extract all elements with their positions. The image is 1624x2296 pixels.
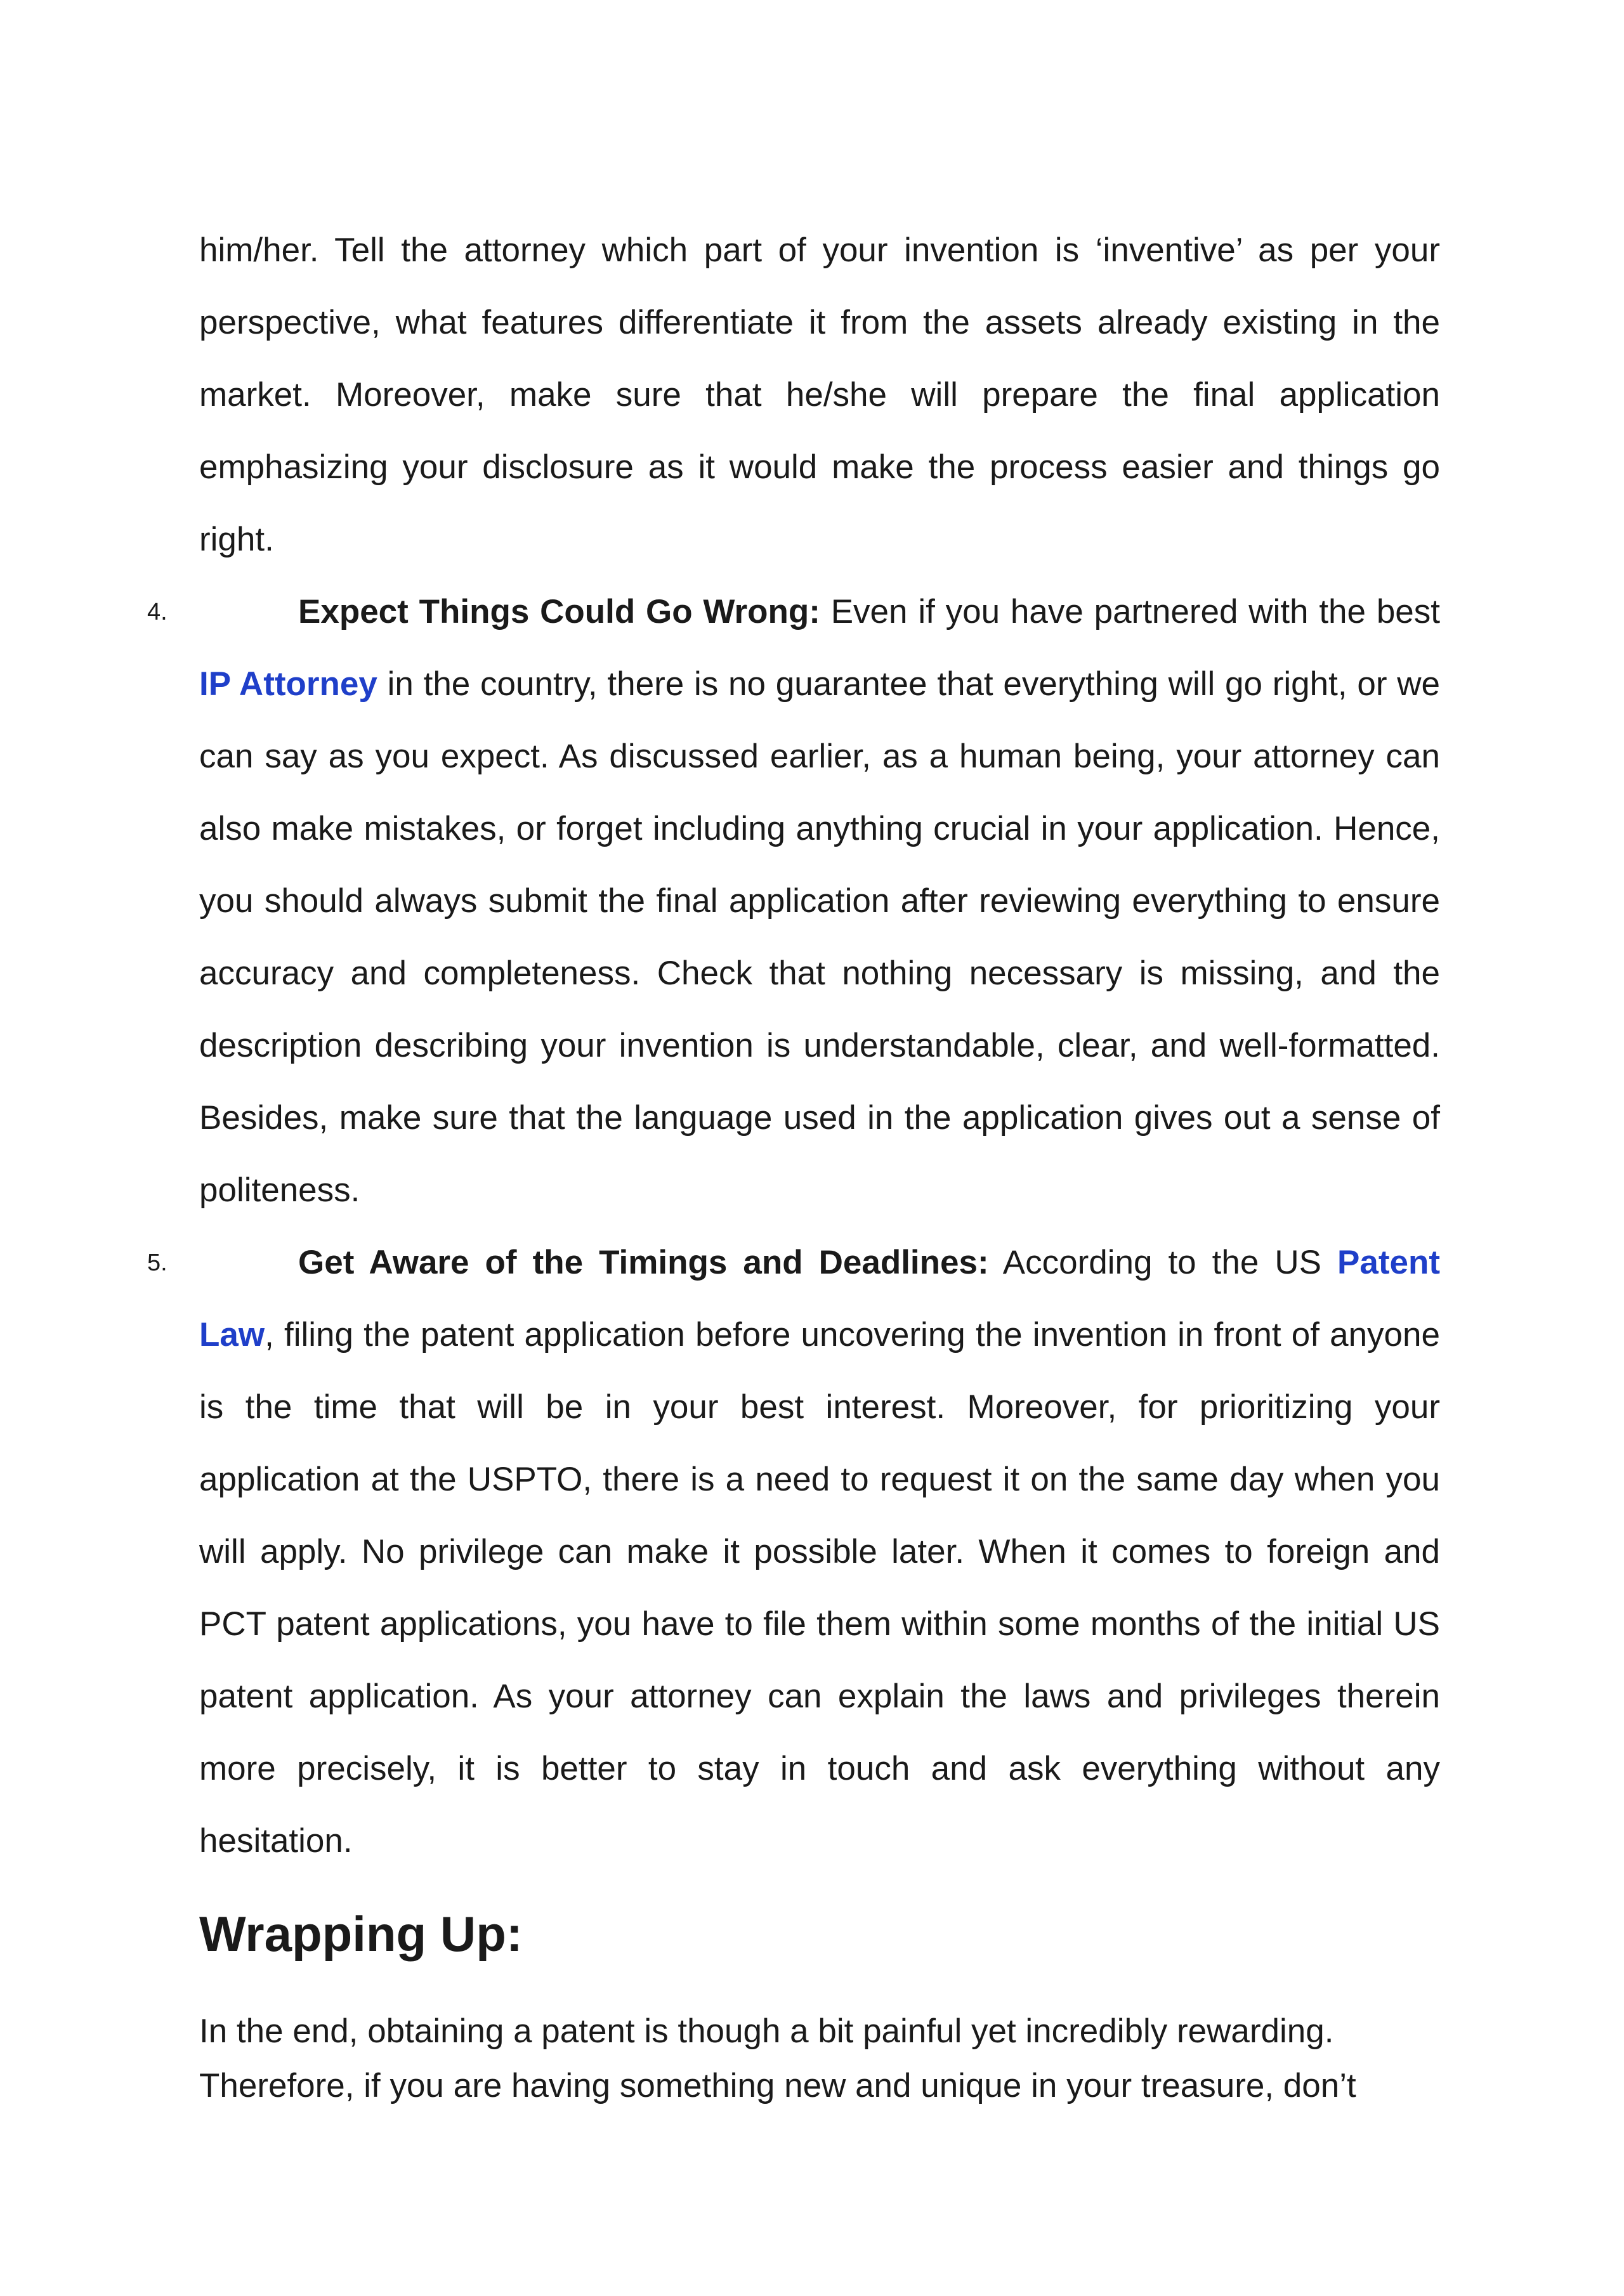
list-item-text: , filing the patent application before uncovering the invention in front of anyone is the time that will be in your best interest. Moreover, for prioritizing your application at the USPTO, there is a need to request it on the same day when you will apply. No privilege can make it possible later. When it comes to foreign and PCT patent applications, you have to file them within some months of the initial US patent application. As your attorney can explain the laws and privileges therein more precisely, it is better to stay in touch and ask everything without any hesitation. (199, 1316, 1440, 1860)
patent-law-link[interactable]: Patent Law (199, 1244, 1440, 1353)
list-item-lead: Get Aware of the Timings and Deadlines: (298, 1244, 989, 1281)
paragraph-continuation: him/her. Tell the attorney which part of your invention is ‘inventive’ as per your perspective, what features differentiate it from the assets already existing in the market. Moreover, make sure that he/she will prepare the final application emphasizing your disclosure as it would make the process easier and things go right. (199, 232, 1440, 558)
list-item-text: According to the US (988, 1244, 1338, 1281)
list-number: 5. (147, 1249, 167, 1276)
list-item-lead: Expect Things Could Go Wrong: (298, 593, 820, 630)
list-item-body (199, 576, 1440, 1227)
list-item-body (199, 1227, 1440, 1877)
list-number: 4. (147, 599, 167, 625)
list-item-text: Even if you have partnered with the best (820, 593, 1440, 630)
ip-attorney-link[interactable]: IP Attorney (199, 665, 377, 703)
closing-paragraph: In the end, obtaining a patent is though a bit painful yet incredibly rewarding. Therefore, if you are having something new and unique in your treasure, don’t (199, 2012, 1356, 2104)
section-heading: Wrapping Up: (199, 1906, 523, 1962)
list-item-text: in the country, there is no guarantee that everything will go right, or we can say as you expect. As discussed earlier, as a human being, your attorney can also make mistakes, or forget including anything crucial in your application. Hence, you should always submit the final application after reviewing everything to ensure accuracy and completeness. Check that nothing necessary is missing, and the description describing your invention is understandable, clear, and well-formatted. Besides, make sure that the language used in the application gives out a sense of politeness. (199, 665, 1440, 1209)
